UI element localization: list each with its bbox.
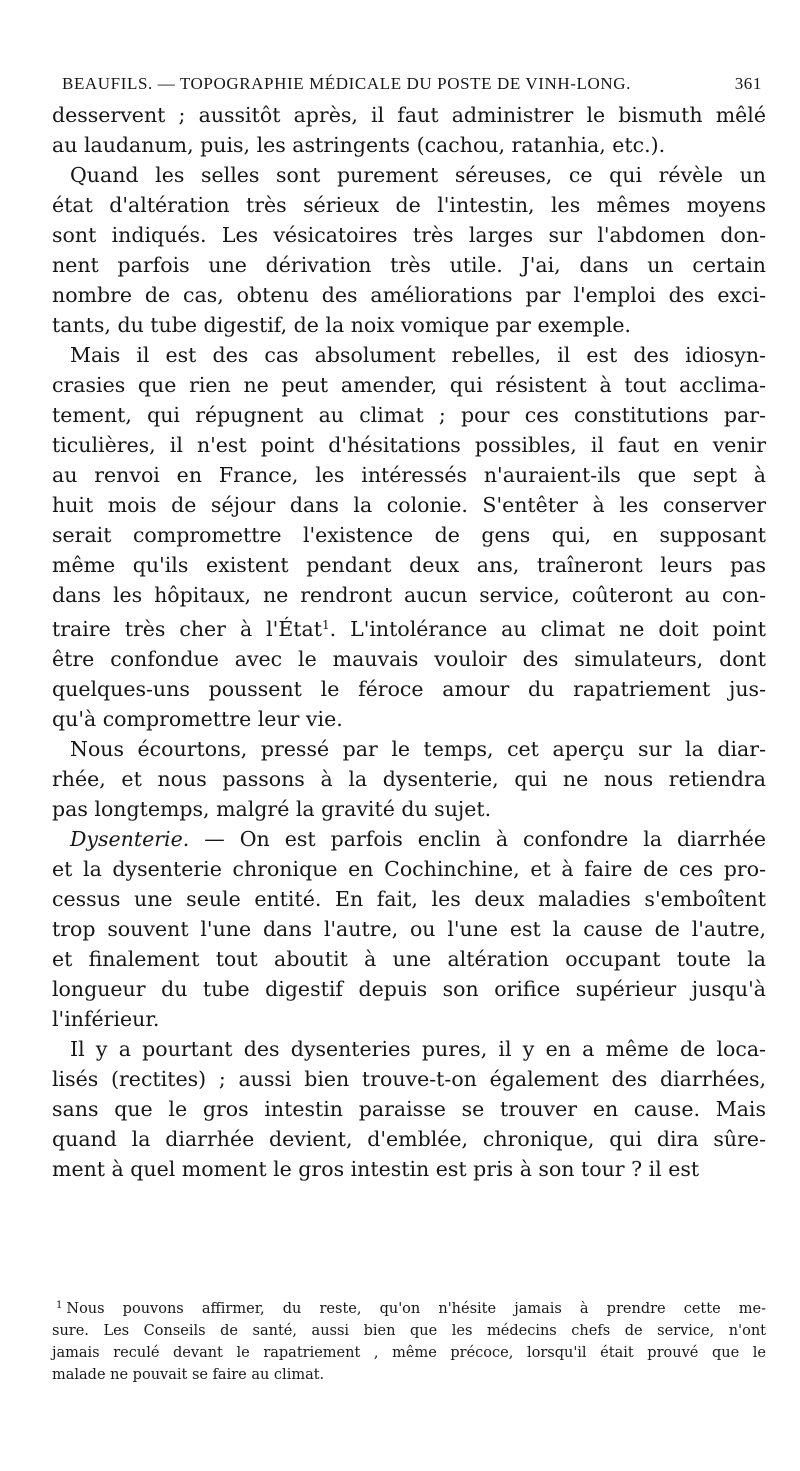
line-text: et finalement tout aboutit à une altération occupant toute la <box>52 947 766 971</box>
line-text: pas longtemps, malgré la gravité du sujet. <box>52 797 492 821</box>
footnote-line <box>52 1295 766 1320</box>
footnote-block <box>52 1295 766 1386</box>
line-text: nombre de cas, obtenu des améliorations par l'emploi des exci- <box>52 283 766 307</box>
text-line <box>52 674 766 704</box>
line-text: huit mois de séjour dans la colonie. S'entêter à les conserver <box>52 493 766 517</box>
text-line <box>52 974 766 1004</box>
text-line <box>52 280 766 310</box>
text-line <box>52 1154 766 1184</box>
footnote-marker: 1 <box>56 1300 63 1311</box>
line-text: nent parfois une dérivation très utile. J'ai, dans un certain <box>52 253 766 277</box>
line-text: rhée, et nous passons à la dysenterie, qui ne nous retiendra <box>52 767 766 791</box>
line-text: Mais il est des cas absolument rebelles, il est des idiosyn- <box>70 343 766 367</box>
text-line <box>52 914 766 944</box>
line-text: sure. Les Conseils de santé, aussi bien que les médecins chefs de service, n'ont <box>52 1323 766 1339</box>
line-text: malade ne pouvait se faire au climat. <box>52 1367 325 1383</box>
line-text: tants, du tube digestif, de la noix vomique par exemple. <box>52 313 632 337</box>
text-line <box>52 884 766 914</box>
main-text <box>52 100 766 1184</box>
footnote-reference: 1 <box>321 618 330 632</box>
footnote-line <box>52 1320 766 1342</box>
text-line <box>52 824 766 854</box>
text-line <box>52 704 766 734</box>
line-text: sont indiqués. Les vésicatoires très larges sur l'abdomen don- <box>52 223 766 247</box>
line-text: jamais reculé devant le rapatriement , même précoce, lorsqu'il était prouvé que le <box>52 1345 766 1361</box>
text-line <box>52 520 766 550</box>
text-line <box>52 794 766 824</box>
line-text: Nous écourtons, pressé par le temps, cet aperçu sur la diar- <box>70 737 766 761</box>
line-text: . L'intolérance au climat ne doit point <box>329 617 766 641</box>
line-text: au laudanum, puis, les astringents (cachou, ratanhia, etc.). <box>52 133 666 157</box>
running-header <box>62 74 762 94</box>
line-text: quelques-uns poussent le féroce amour du rapatriement jus- <box>52 677 766 701</box>
text-line <box>52 580 766 610</box>
line-text: longueur du tube digestif depuis son orifice supérieur jusqu'à <box>52 977 766 1001</box>
footnote-line <box>52 1364 766 1386</box>
line-text: Il y a pourtant des dysenteries pures, il y en a même de loca- <box>70 1037 766 1061</box>
line-text: serait compromettre l'existence de gens qui, en supposant <box>52 523 766 547</box>
line-text: au renvoi en France, les intéressés n'auraient-ils que sept à <box>52 463 766 487</box>
text-line <box>52 190 766 220</box>
paragraph <box>52 100 766 160</box>
text-line <box>52 130 766 160</box>
line-text: crasies que rien ne peut amender, qui résistent à tout acclima- <box>52 373 766 397</box>
text-line <box>52 610 766 644</box>
line-text: sans que le gros intestin paraisse se trouver en cause. Mais <box>52 1097 766 1121</box>
text-line <box>52 644 766 674</box>
line-text: dans les hôpitaux, ne rendront aucun service, coûteront au con- <box>52 583 766 607</box>
text-line <box>52 400 766 430</box>
line-text: desservent ; aussitôt après, il faut administrer le bismuth mêlé <box>52 103 766 127</box>
text-line <box>52 854 766 884</box>
line-text: Nous pouvons affirmer, du reste, qu'on n'hésite jamais à prendre cette me- <box>66 1301 766 1317</box>
page-number: 361 <box>734 74 762 93</box>
section-heading: Dysenterie. <box>70 827 190 851</box>
running-title: BEAUFILS. — TOPOGRAPHIE MÉDICALE DU POSTE DE VINH-LONG. <box>62 74 631 93</box>
text-line <box>52 1064 766 1094</box>
text-line <box>52 1124 766 1154</box>
line-text: Quand les selles sont purement séreuses, ce qui révèle un <box>70 163 766 187</box>
line-text: même qu'ils existent pendant deux ans, traîneront leurs pas <box>52 553 766 577</box>
line-text: être confondue avec le mauvais vouloir des simulateurs, dont <box>52 647 766 671</box>
line-text: qu'à compromettre leur vie. <box>52 707 343 731</box>
text-line <box>52 944 766 974</box>
text-line <box>52 550 766 580</box>
line-text: ment à quel moment le gros intestin est pris à son tour ? il est <box>52 1157 700 1181</box>
line-text: l'inférieur. <box>52 1007 160 1031</box>
text-line <box>52 310 766 340</box>
line-text: lisés (rectites) ; aussi bien trouve-t-on également des diarrhées, <box>52 1067 766 1091</box>
text-line <box>52 250 766 280</box>
paragraph <box>52 340 766 734</box>
text-line <box>52 370 766 400</box>
line-text: tement, qui répugnent au climat ; pour ces constitutions par- <box>52 403 766 427</box>
text-line <box>52 160 766 190</box>
line-text: quand la diarrhée devient, d'emblée, chronique, qui dira sûre- <box>52 1127 766 1151</box>
text-line <box>52 460 766 490</box>
line-text: trop souvent l'une dans l'autre, ou l'une est la cause de l'autre, <box>52 917 766 941</box>
line-text: ticulières, il n'est point d'hésitations possibles, il faut en venir <box>52 433 766 457</box>
text-line <box>52 220 766 250</box>
text-line <box>52 490 766 520</box>
text-line <box>52 340 766 370</box>
line-text: cessus une seule entité. En fait, les deux maladies s'emboîtent <box>52 887 766 911</box>
text-line <box>52 100 766 130</box>
line-text: — On est parfois enclin à confondre la diarrhée <box>189 827 766 851</box>
paragraph <box>52 824 766 1034</box>
text-line <box>52 734 766 764</box>
text-line <box>52 1034 766 1064</box>
footnote-line <box>52 1342 766 1364</box>
paragraph <box>52 1034 766 1184</box>
paragraph <box>52 160 766 340</box>
line-text: et la dysenterie chronique en Cochinchine, et à faire de ces pro- <box>52 857 766 881</box>
text-line <box>52 764 766 794</box>
line-text: état d'altération très sérieux de l'intestin, les mêmes moyens <box>52 193 766 217</box>
line-text: traire très cher à l'État <box>52 617 322 641</box>
paragraph <box>52 734 766 824</box>
text-line <box>52 430 766 460</box>
text-line <box>52 1004 766 1034</box>
text-line <box>52 1094 766 1124</box>
